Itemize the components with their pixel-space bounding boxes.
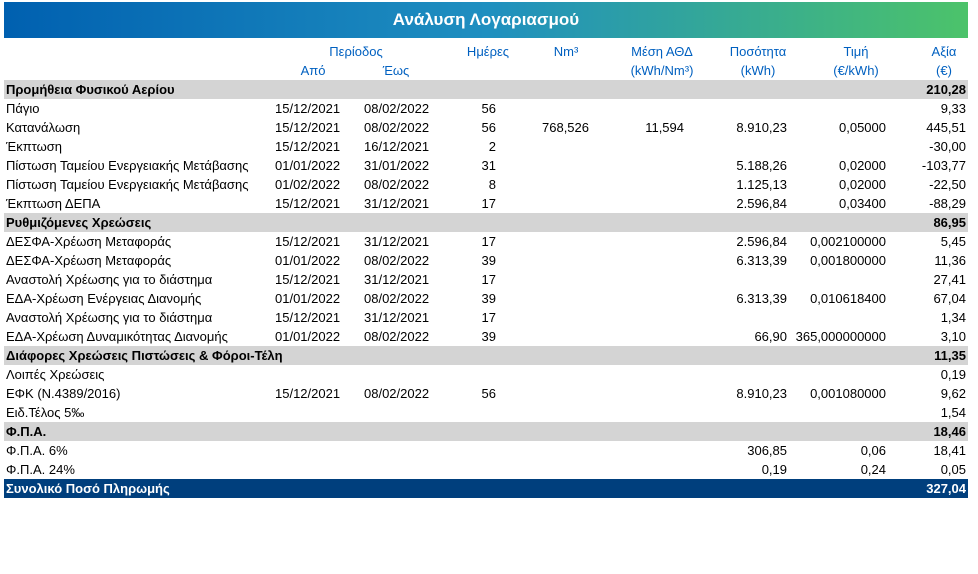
row-label: Ειδ.Τέλος 5‰ <box>6 405 85 420</box>
row-label: Κατανάλωση <box>6 120 81 135</box>
table-row <box>4 99 968 118</box>
row-from: 15/12/2021 <box>275 120 341 135</box>
table-row <box>4 289 968 308</box>
row-to: 31/12/2021 <box>364 234 430 249</box>
row-avg: 11,594 <box>645 120 684 135</box>
row-value: 3,10 <box>940 329 966 344</box>
row-from: 15/12/2021 <box>275 101 341 116</box>
row-to: 31/12/2021 <box>364 196 430 211</box>
row-price: 0,02000 <box>839 158 886 173</box>
table-row <box>4 384 968 403</box>
row-value: 67,04 <box>933 291 966 306</box>
header-price: Τιμή <box>843 44 869 59</box>
row-from: 15/12/2021 <box>275 196 341 211</box>
row-quantity: 8.910,23 <box>736 120 787 135</box>
table-row <box>4 460 968 479</box>
table-row <box>4 441 968 460</box>
header-value: Αξία <box>931 44 957 59</box>
row-days: 39 <box>481 253 496 268</box>
row-label: Έκπτωση <box>6 139 63 154</box>
row-quantity: 8.910,23 <box>736 386 787 401</box>
row-to: 08/02/2022 <box>364 329 430 344</box>
row-to: 08/02/2022 <box>364 101 430 116</box>
row-from: 01/02/2022 <box>275 177 341 192</box>
row-price: 0,010618400 <box>810 291 886 306</box>
row-from: 15/12/2021 <box>275 139 341 154</box>
row-value: 11,35 <box>934 348 966 363</box>
row-to: 31/12/2021 <box>364 272 430 287</box>
row-value: 1,34 <box>940 310 966 325</box>
row-quantity: 2.596,84 <box>736 196 787 211</box>
row-label: ΔΕΣΦΑ-Χρέωση Μεταφοράς <box>6 234 172 249</box>
row-value: 9,62 <box>940 386 966 401</box>
row-label: Πίστωση Ταμείου Ενεργειακής Μετάβασης <box>6 177 249 192</box>
table-row <box>4 118 968 137</box>
row-label: ΕΔΑ-Χρέωση Δυναμικότητας Διανομής <box>6 329 228 344</box>
row-days: 17 <box>481 196 496 211</box>
row-label: Ρυθμιζόμενες Χρεώσεις <box>6 215 152 230</box>
section-row <box>4 80 968 99</box>
row-days: 39 <box>481 329 496 344</box>
row-from: 15/12/2021 <box>275 386 341 401</box>
row-price: 365,000000000 <box>795 329 886 344</box>
page-title: Ανάλυση Λογαριασμού <box>4 2 968 38</box>
header-avg: Μέση ΑΘΔ <box>631 44 693 59</box>
row-price: 0,05000 <box>839 120 886 135</box>
row-value: 445,51 <box>926 120 966 135</box>
row-value: 86,95 <box>933 215 966 230</box>
row-to: 31/12/2021 <box>364 310 430 325</box>
row-days: 17 <box>481 272 496 287</box>
row-days: 31 <box>481 158 496 173</box>
row-to: 08/02/2022 <box>364 177 430 192</box>
row-price: 0,03400 <box>839 196 886 211</box>
row-label: Διάφορες Χρεώσεις Πιστώσεις & Φόροι-Τέλη <box>6 348 283 363</box>
row-to: 08/02/2022 <box>364 291 430 306</box>
row-label: Πάγιο <box>6 101 40 116</box>
header-quantity-unit: (kWh) <box>740 63 776 78</box>
header-days: Ημέρες <box>466 44 510 59</box>
row-price: 0,002100000 <box>810 234 886 249</box>
section-row <box>4 213 968 232</box>
row-label: Συνολικό Ποσό Πληρωμής <box>6 481 170 496</box>
row-days: 17 <box>481 310 496 325</box>
table-row <box>4 137 968 156</box>
row-label: ΕΔΑ-Χρέωση Ενέργειας Διανομής <box>6 291 202 306</box>
row-label: Προμήθεια Φυσικού Αερίου <box>6 82 175 97</box>
row-quantity: 6.313,39 <box>736 291 787 306</box>
row-from: 01/01/2022 <box>275 253 341 268</box>
header-value-unit: (€) <box>936 63 952 78</box>
row-price: 0,001080000 <box>810 386 886 401</box>
row-days: 56 <box>481 101 496 116</box>
row-value: -103,77 <box>921 158 966 173</box>
row-value: 210,28 <box>926 82 966 97</box>
row-value: 327,04 <box>926 481 966 496</box>
total-row <box>4 479 968 498</box>
row-from: 01/01/2022 <box>275 291 341 306</box>
header-nm3: Nm³ <box>553 44 579 59</box>
row-quantity: 5.188,26 <box>736 158 787 173</box>
row-label: ΔΕΣΦΑ-Χρέωση Μεταφοράς <box>6 253 172 268</box>
header-avg-unit: (kWh/Nm³) <box>630 63 694 78</box>
row-quantity: 2.596,84 <box>736 234 787 249</box>
row-from: 01/01/2022 <box>275 329 341 344</box>
header-quantity: Ποσότητα <box>729 44 787 59</box>
header-to: Έως <box>382 63 410 78</box>
row-price: 0,001800000 <box>810 253 886 268</box>
row-to: 08/02/2022 <box>364 253 430 268</box>
row-value: -30,00 <box>929 139 966 154</box>
row-to: 08/02/2022 <box>364 120 430 135</box>
row-value: -88,29 <box>929 196 966 211</box>
row-from: 15/12/2021 <box>275 310 341 325</box>
row-value: 0,05 <box>940 462 966 477</box>
row-to: 08/02/2022 <box>364 386 430 401</box>
row-label: Αναστολή Χρέωσης για το διάστημα <box>6 310 213 325</box>
row-to: 31/01/2022 <box>364 158 430 173</box>
row-label: ΕΦΚ (Ν.4389/2016) <box>6 386 121 401</box>
row-days: 17 <box>481 234 496 249</box>
row-value: 0,19 <box>940 367 966 382</box>
row-quantity: 0,19 <box>761 462 787 477</box>
row-to: 16/12/2021 <box>364 139 430 154</box>
table-row <box>4 251 968 270</box>
row-label: Λοιπές Χρεώσεις <box>6 367 105 382</box>
row-value: 1,54 <box>940 405 966 420</box>
row-value: -22,50 <box>929 177 966 192</box>
table-row <box>4 403 968 422</box>
row-quantity: 66,90 <box>754 329 787 344</box>
row-value: 5,45 <box>940 234 966 249</box>
row-label: Έκπτωση ΔΕΠΑ <box>6 196 101 211</box>
table-row <box>4 308 968 327</box>
row-quantity: 6.313,39 <box>736 253 787 268</box>
header-from: Από <box>300 63 326 78</box>
table-row <box>4 327 968 346</box>
row-label: Φ.Π.Α. 6% <box>6 443 68 458</box>
row-value: 18,46 <box>933 424 966 439</box>
row-value: 9,33 <box>940 101 966 116</box>
table-row <box>4 156 968 175</box>
header-period: Περίοδος <box>329 44 383 59</box>
row-value: 18,41 <box>933 443 966 458</box>
table-row <box>4 175 968 194</box>
section-row <box>4 422 968 441</box>
table-row <box>4 270 968 289</box>
row-price: 0,02000 <box>839 177 886 192</box>
row-price: 0,06 <box>860 443 886 458</box>
row-quantity: 1.125,13 <box>736 177 787 192</box>
row-value: 27,41 <box>933 272 966 287</box>
row-days: 56 <box>481 386 496 401</box>
row-from: 15/12/2021 <box>275 234 341 249</box>
row-nm3: 768,526 <box>542 120 589 135</box>
row-from: 01/01/2022 <box>275 158 341 173</box>
row-days: 8 <box>488 177 496 192</box>
header-price-unit: (€/kWh) <box>833 63 879 78</box>
row-label: Φ.Π.Α. <box>6 424 47 439</box>
table-row <box>4 232 968 251</box>
row-price: 0,24 <box>860 462 886 477</box>
row-from: 15/12/2021 <box>275 272 341 287</box>
table-row <box>4 194 968 213</box>
row-label: Πίστωση Ταμείου Ενεργειακής Μετάβασης <box>6 158 249 173</box>
row-days: 2 <box>488 139 496 154</box>
table-row <box>4 365 968 384</box>
row-days: 56 <box>481 120 496 135</box>
row-label: Αναστολή Χρέωσης για το διάστημα <box>6 272 213 287</box>
row-value: 11,36 <box>934 253 966 268</box>
section-row <box>4 346 968 365</box>
row-days: 39 <box>481 291 496 306</box>
row-quantity: 306,85 <box>747 443 787 458</box>
row-label: Φ.Π.Α. 24% <box>6 462 75 477</box>
